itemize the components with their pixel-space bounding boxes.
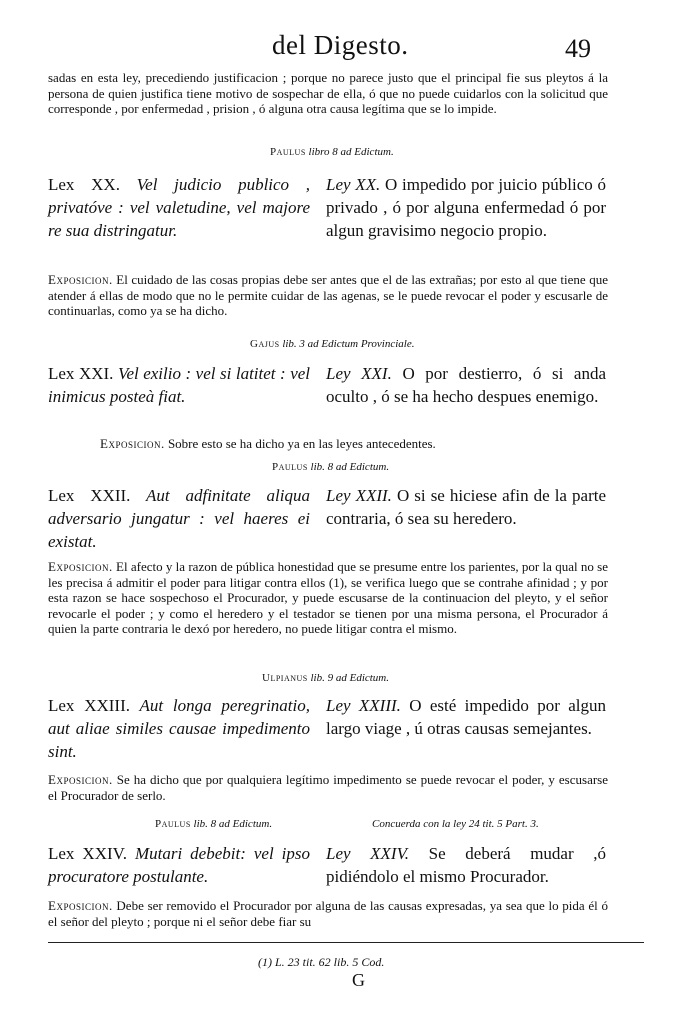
exposicion-label: Exposicion.	[48, 898, 113, 913]
source-citation	[250, 338, 415, 350]
footnote: (1) L. 23 tit. 62 lib. 5 Cod.	[258, 955, 385, 969]
spanish-heading: Ley XX.	[326, 175, 381, 194]
exposicion-paragraph	[48, 272, 608, 319]
exposicion-label: Exposicion.	[48, 559, 113, 574]
source-author: Gajus	[250, 338, 280, 350]
source-ref: lib. 8 ad Edictum.	[310, 461, 390, 473]
exposicion-text: Debe ser removido el Procurador por alguna de las causas expresadas, ya sea que lo pida él ó el señor del pleyto ; porque ni el señor debe fiar su	[48, 898, 608, 929]
spanish-heading: Ley XXI.	[326, 364, 392, 383]
spanish-text	[326, 173, 606, 242]
exposicion-text: El cuidado de las cosas propias debe ser antes que el de las extrañas; por esto al que tiene que atender á ellas de modo que no le permite cuidar de las agenas, se le puede revocar el poder y escusarle de continuarlas, como ya se ha dicho.	[48, 272, 609, 318]
source-citation	[272, 461, 389, 473]
source-citation	[262, 672, 389, 684]
spanish-body: O esté impedido por algun largo viage , ú otras causas semejantes.	[326, 696, 607, 738]
latin-text	[48, 173, 310, 242]
spanish-text	[326, 694, 606, 740]
source-ref: lib. 8 ad Edictum.	[193, 818, 273, 830]
intro-exposicion: sadas en esta ley, precediendo justificacion ; porque no parece justo que el principal fie sus pleytos á la persona de quien justifica tiene motivo de sospechar de ella, ó que no puede cuidarlos con la solicitud que corresponde , por enfermedad , prision , ó alguna otra causa legítima que se lo impide.	[48, 70, 608, 116]
page-title: del Digesto.	[272, 30, 409, 60]
spanish-body: O si se hiciese afin de la parte contraria, ó sea su heredero.	[326, 486, 606, 528]
exposicion-paragraph	[48, 772, 608, 803]
spanish-heading: Ley XXIII.	[326, 696, 401, 715]
latin-heading: Lex XXIII.	[48, 696, 130, 715]
spanish-body: O impedido por juicio público ó privado , ó por alguna enfermedad ó por algun gravisimo negocio propio.	[326, 175, 607, 240]
latin-heading: Lex XX.	[48, 175, 120, 194]
spanish-text	[326, 484, 606, 530]
latin-text	[48, 694, 310, 763]
exposicion-label: Exposicion.	[48, 772, 113, 787]
exposicion-text: Se ha dicho que por qualquiera legítimo impedimento se puede revocar el poder, y escusarse el Procurador de serlo.	[48, 772, 608, 803]
latin-body: Aut adfinitate aliqua adversario jungatur : vel haeres ei existat.	[48, 486, 310, 551]
exposicion-text: El afecto y la razon de pública honestidad que se presume entre los parientes, por la qual no se les precisa á admitir el poder para litigar contra ellos (1), se verifica luego que se contrahe afinidad ; y por esta razon se hace sospechoso el Procurador, y puede escusarse de la continuacion del pleyto, y el señor revocarle el poder ; y como el heredero y el testador se tienen por una misma persona, el Procurador á quien la parte contraria le dexó por heredero, no puede litigar contra el mismo.	[48, 559, 609, 636]
exposicion-paragraph	[48, 559, 608, 637]
source-citation	[270, 146, 394, 158]
spanish-text	[326, 842, 606, 888]
source-author: Paulus	[272, 461, 308, 473]
spanish-heading: Ley XXIV.	[326, 844, 410, 863]
spanish-text	[326, 362, 606, 408]
exposicion-paragraph	[48, 898, 608, 929]
source-ref: lib. 3 ad Edictum Provinciale.	[282, 338, 415, 350]
source-citation	[155, 818, 272, 830]
signature-mark: G	[352, 970, 365, 990]
page-number: 49	[565, 34, 591, 63]
latin-body: Vel judicio publico , privatóve : vel valetudine, vel majore re sua distringatur.	[48, 175, 311, 240]
latin-heading: Lex XXIV.	[48, 844, 127, 863]
latin-heading: Lex XXII.	[48, 486, 131, 505]
latin-body: Aut longa peregrinatio, aut aliae similes causae impedimento sint.	[48, 696, 310, 761]
concordance-note: Concuerda con la ley 24 tit. 5 Part. 3.	[372, 818, 539, 830]
spanish-body: Se deberá mudar ,ó pidiéndolo el mismo Procurador.	[326, 844, 607, 886]
exposicion-paragraph	[100, 436, 620, 452]
spanish-heading: Ley XXII.	[326, 486, 392, 505]
spanish-body: O por destierro, ó si anda oculto , ó se ha hecho despues enemigo.	[326, 364, 607, 406]
exposicion-label: Exposicion.	[100, 436, 165, 451]
exposicion-text: Sobre esto se ha dicho ya en las leyes antecedentes.	[167, 436, 436, 451]
source-author: Paulus	[155, 818, 191, 830]
source-author: Paulus	[270, 146, 306, 158]
latin-body: Vel exilio : vel si latitet : vel inimicus posteà fiat.	[48, 364, 311, 406]
source-author: Ulpianus	[262, 672, 308, 684]
latin-text	[48, 484, 310, 553]
latin-text	[48, 362, 310, 408]
source-ref: lib. 9 ad Edictum.	[310, 672, 390, 684]
latin-heading: Lex XXI.	[48, 364, 114, 383]
exposicion-label: Exposicion.	[48, 272, 113, 287]
footnote-divider	[48, 942, 644, 943]
latin-text	[48, 842, 310, 888]
source-ref: libro 8 ad Edictum.	[308, 146, 394, 158]
latin-body: Mutari debebit: vel ipso procuratore postulante.	[48, 844, 311, 886]
